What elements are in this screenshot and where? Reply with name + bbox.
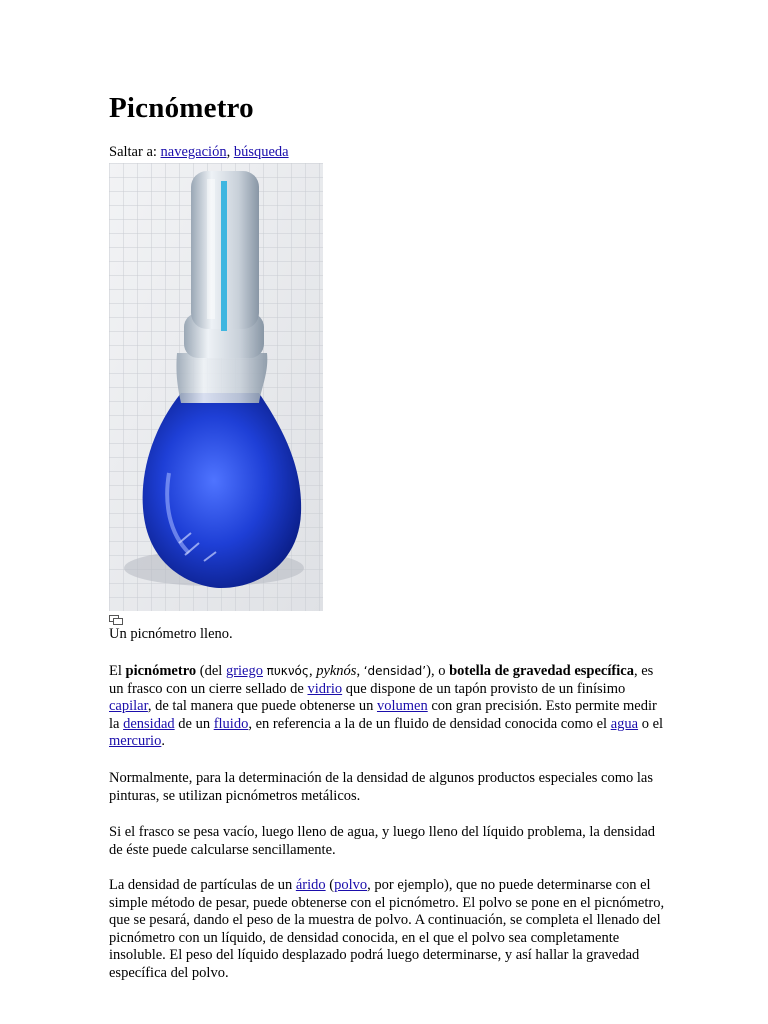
gloss: ‘densidad’	[363, 664, 427, 678]
text: (	[325, 877, 335, 893]
jump-separator: ,	[226, 144, 231, 160]
text: , por ejemplo), que no puede determinarse con el simple método de pesar, puede obtenerse con el picnómetro. El polvo se pone en el picnómetro, que se pesará, dando el peso de la muestra de polvo. A continuación, se completa el llenado del picnómetro con un líquido, de densidad conocida, en el que el polvo sea completamente insoluble. El peso del líquido desplazado podrá luego determinarse, y así hallar la gravedad específica del polvo.	[109, 877, 665, 981]
link-agua[interactable]: agua	[610, 715, 639, 732]
link-volumen[interactable]: volumen	[376, 698, 428, 715]
text: El	[109, 663, 126, 679]
enlarge-icon[interactable]	[109, 615, 123, 625]
picnometro-photo[interactable]	[109, 163, 323, 611]
link-navegacion[interactable]: navegación	[160, 144, 227, 160]
link-capilar[interactable]: capilar	[109, 698, 148, 715]
paragraph-metalicos: Normalmente, para la determinación de la densidad de algunos productos especiales como las pinturas, se utilizan picnómetros metálicos.	[109, 770, 653, 804]
text: .	[161, 733, 165, 750]
paragraph-polvo	[109, 877, 665, 983]
text: La densidad de partículas de un	[109, 877, 296, 893]
text: ), o	[426, 663, 450, 679]
paragraph-calculo: Si el frasco se pesa vacío, luego lleno de agua, y luego lleno del líquido problema, la densidad de éste puede calcularse sencillamente.	[109, 824, 656, 858]
text: (del	[196, 663, 226, 679]
paragraph-intro	[109, 663, 665, 751]
image-caption: Un picnómetro lleno.	[109, 626, 233, 642]
link-arido[interactable]: árido	[295, 877, 326, 893]
text: que dispone de un tapón provisto de un finísimo	[342, 680, 626, 697]
text: o el	[638, 715, 664, 732]
link-griego[interactable]: griego	[225, 663, 263, 679]
term-botella: botella de gravedad específica	[449, 663, 634, 679]
text: de un	[174, 715, 214, 732]
link-polvo[interactable]: polvo	[334, 877, 368, 893]
link-fluido[interactable]: fluido	[213, 715, 249, 732]
jump-prefix: Saltar a:	[109, 144, 157, 160]
link-mercurio[interactable]: mercurio	[109, 733, 162, 750]
picnometro-illustration	[109, 163, 323, 611]
text: ,	[308, 663, 317, 679]
transliteration: pyknós	[316, 663, 357, 679]
text: , en referencia a la de un fluido de densidad conocida como el	[248, 715, 611, 732]
page-title: Picnómetro	[109, 92, 254, 124]
link-densidad[interactable]: densidad	[123, 715, 175, 732]
text: ,	[356, 663, 364, 679]
term-picnometro: picnómetro	[125, 663, 197, 679]
greek-word: πυκνός	[266, 664, 309, 678]
jump-links	[109, 144, 289, 161]
text: con gran precisión. Esto permite medir la	[109, 698, 657, 732]
text: , de tal manera que puede obtenerse un	[147, 698, 377, 715]
link-vidrio[interactable]: vidrio	[307, 680, 343, 697]
link-busqueda[interactable]: búsqueda	[233, 144, 289, 160]
text: , es un frasco con un cierre sellado de	[109, 663, 654, 697]
